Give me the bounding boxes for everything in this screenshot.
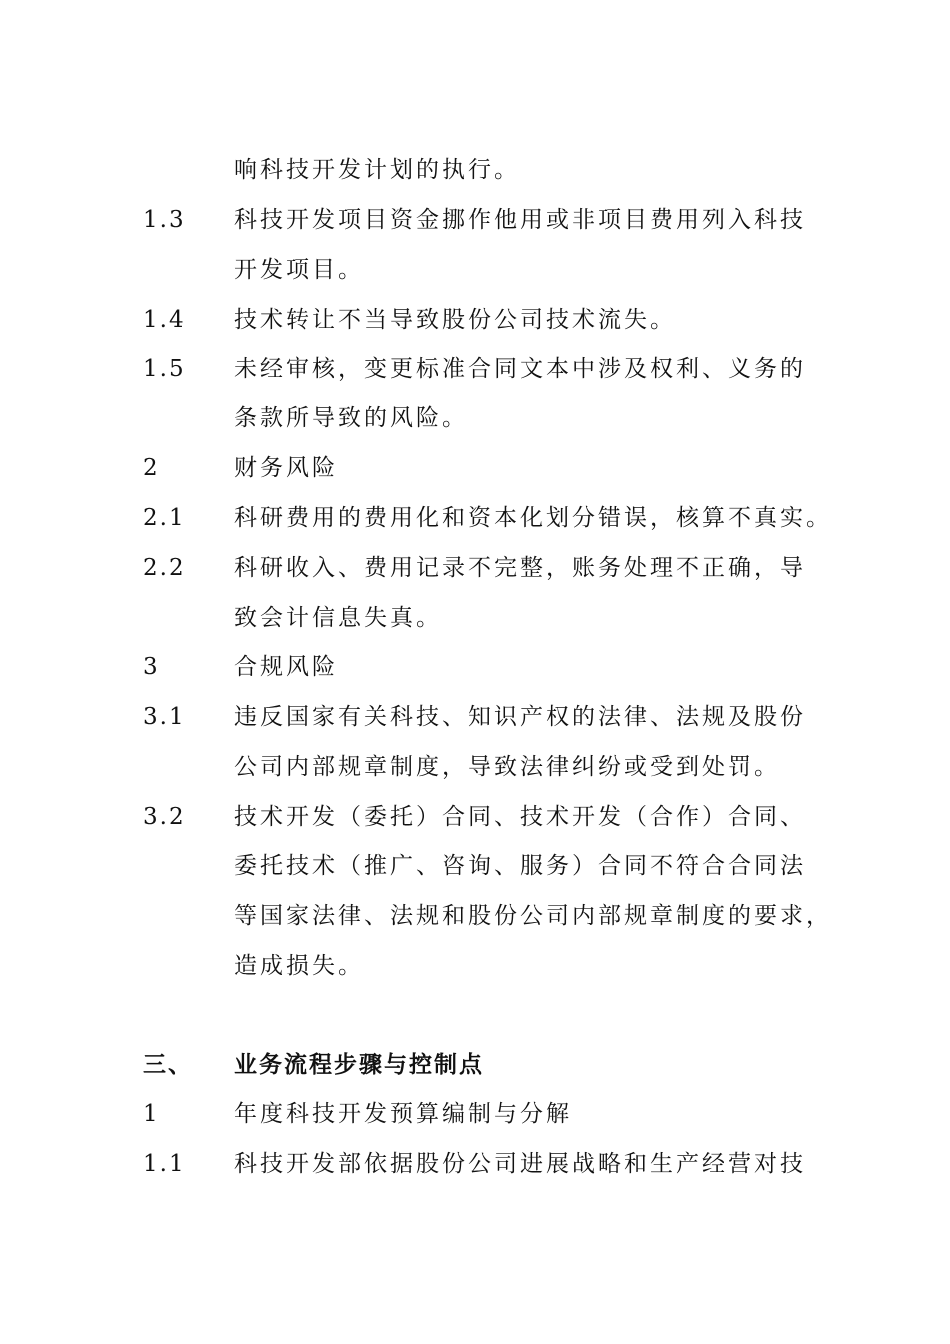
item-text: 科技开发项目资金挪作他用或非项目费用列入科技 xyxy=(234,207,806,233)
item-number: 2.2 xyxy=(143,555,186,581)
item-text: 未经审核，变更标准合同文本中涉及权利、义务的 xyxy=(234,356,806,382)
item-text: 开发项目。 xyxy=(234,257,364,283)
item-text: 合规风险 xyxy=(234,654,338,680)
item-text: 科研收入、费用记录不完整，账务处理不正确，导 xyxy=(234,555,806,581)
item-text: 致会计信息失真。 xyxy=(234,605,442,631)
item-text: 公司内部规章制度，导致法律纠纷或受到处罚。 xyxy=(234,754,780,780)
item-number: 1.1 xyxy=(143,1151,186,1177)
section-title: 业务流程步骤与控制点 xyxy=(234,1051,484,1078)
item-text: 违反国家有关科技、知识产权的法律、法规及股份 xyxy=(234,704,806,730)
item-text: 响科技开发计划的执行。 xyxy=(234,157,520,183)
item-text: 年度科技开发预算编制与分解 xyxy=(234,1101,572,1127)
item-text: 委托技术（推广、咨询、服务）合同不符合合同法 xyxy=(234,853,806,879)
item-number: 3 xyxy=(143,654,160,680)
section-number: 三、 xyxy=(143,1051,193,1078)
item-number: 1.3 xyxy=(143,207,186,233)
item-number: 1.5 xyxy=(143,356,186,382)
item-number: 3.1 xyxy=(143,704,186,730)
item-number: 3.2 xyxy=(143,804,186,830)
item-text: 科研费用的费用化和资本化划分错误，核算不真实。 xyxy=(234,505,832,531)
item-number: 2.1 xyxy=(143,505,186,531)
item-text: 财务风险 xyxy=(234,455,338,481)
item-number: 2 xyxy=(143,455,160,481)
item-text: 技术转让不当导致股份公司技术流失。 xyxy=(234,307,676,333)
item-text: 条款所导致的风险。 xyxy=(234,405,468,431)
item-number: 1 xyxy=(143,1101,160,1127)
item-text: 科技开发部依据股份公司进展战略和生产经营对技 xyxy=(234,1151,806,1177)
item-text: 技术开发（委托）合同、技术开发（合作）合同、 xyxy=(234,804,806,830)
item-number: 1.4 xyxy=(143,307,186,333)
item-text: 造成损失。 xyxy=(234,953,364,979)
item-text: 等国家法律、法规和股份公司内部规章制度的要求， xyxy=(234,903,832,929)
